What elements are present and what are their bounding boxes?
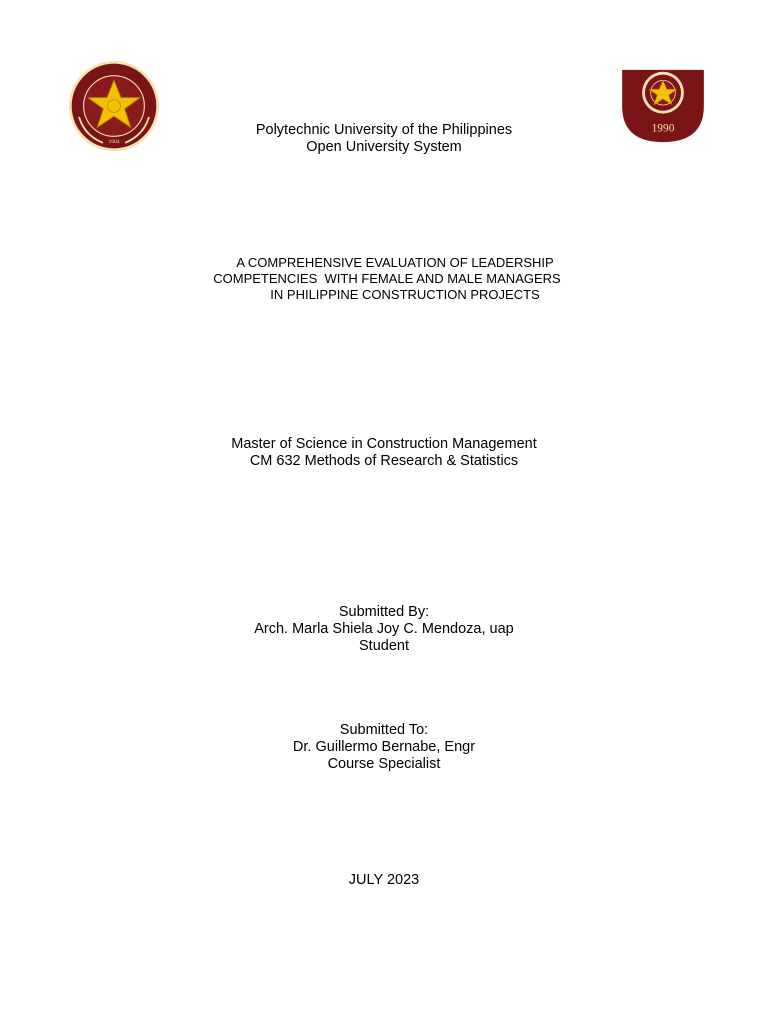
title-line-2: COMPETENCIES WITH FEMALE AND MALE MANAGERS: [213, 271, 561, 286]
submitted-to-label: Submitted To:: [339, 722, 429, 738]
university-system: Open University System: [306, 139, 462, 155]
shield-year: 1990: [651, 122, 675, 135]
student-name: Arch. Marla Shiela Joy C. Mendoza, uap: [254, 621, 514, 637]
instructor-role: Course Specialist: [327, 756, 441, 772]
seal-year-left: 1904: [108, 138, 120, 145]
title-line-1: A COMPREHENSIVE EVALUATION OF LEADERSHIP: [236, 255, 554, 270]
degree-program: Master of Science in Construction Management: [231, 436, 537, 452]
submission-date: JULY 2023: [348, 872, 420, 888]
thesis-title: [0, 255, 768, 303]
submitted-by-block: [0, 604, 768, 655]
university-name: Polytechnic University of the Philippines: [255, 122, 513, 138]
program-block: [0, 436, 768, 470]
submitted-by-label: Submitted By:: [338, 604, 430, 620]
course-name: CM 632 Methods of Research & Statistics: [249, 453, 519, 469]
submitted-to-block: [0, 722, 768, 773]
title-line-3: IN PHILIPPINE CONSTRUCTION PROJECTS: [270, 287, 540, 302]
instructor-name: Dr. Guillermo Bernabe, Engr: [292, 739, 476, 755]
institution-block: [0, 122, 768, 156]
student-role: Student: [359, 638, 409, 654]
